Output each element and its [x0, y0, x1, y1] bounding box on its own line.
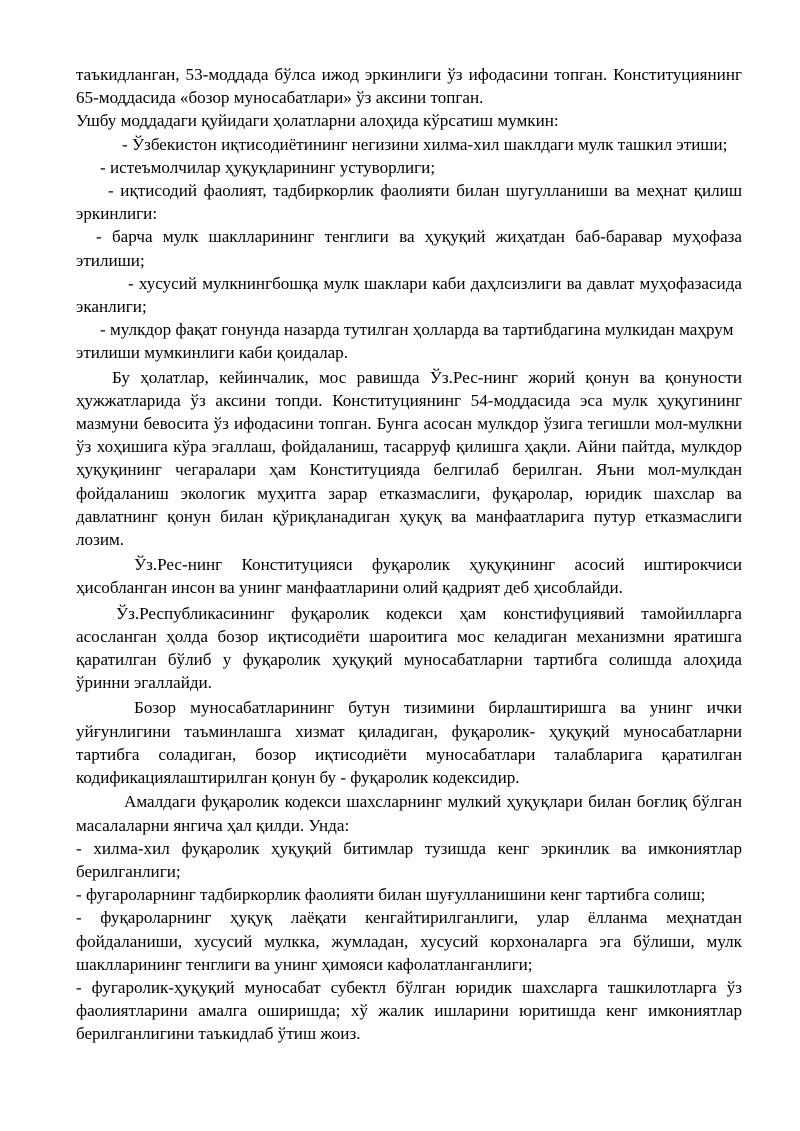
list-item-legal-capacity: - фуқароларнинг ҳуқуқ лаёқати кенгайтирилганлиги, улар ёлланма меҳнатдан фойдаланиши, хусусий мулкка, жумладан, хусусий корхоналарга эга бўлиши, мулк шаклларининг тенглиги ва унинг ҳимояси кафолатланганлиги;: [76, 908, 742, 974]
paragraph-list-heading: Ушбу моддадаги қуйидаги ҳолатларни алоҳида кўрсатиш мумкин:: [76, 111, 559, 131]
list-item-entrepreneurship: - фугароларнинг тадбиркорлик фаолияти билан шуғулланишини кенг тартибга солиш;: [76, 885, 706, 905]
paragraph-current-code: Амалдаги фуқаролик кодекси шахсларнинг мулкий ҳуқуқлари билан боғлиқ бўлган масалаларни янгича ҳал қилди. Унда:: [76, 792, 742, 835]
list-item-equality-of-property: - барча мулк шаклларининг тенглиги ва ҳуқуқий жиҳатдан баб-баравар муҳофаза этилиши;: [76, 227, 742, 270]
paragraph-intro: таъкидланган, 53-моддада бўлса ижод эркинлиги ўз ифодасини топган. Конституциянинг 65-моддасида «бозор муносабатлари» ўз аксини топган.: [76, 65, 742, 108]
list-item-consumer-rights: - истеъмолчилар ҳуқуқларининг устуворлиги;: [100, 157, 436, 177]
list-item-private-property-inviolability: - хусусий мулкнингбошқа мулк шаклари каби даҳлсизлиги ва давлат муҳофазасида эканлиги;: [76, 273, 742, 317]
list-item-legal-entities: - фугаролик-ҳуқуқий муносабат субектл бўлган юридик шахсларга ташкилотларга ўз фаолиятларини амалга оширишда; хў жалик ишларини юритишда кенг имкониятлар берилганлигини таъкидлаб ўтиш жоиз.: [76, 977, 742, 1044]
list-item-property-forms: - Ўзбекистон иқтисодиётининг негизини хилма-хил шаклдаги мулк ташкил этиши;: [122, 134, 728, 154]
paragraph-market-relations: Бозор муносабатларининг бутун тизимини бирлаштиришга ва унинг ички уйғунлигини таъминлашга хизмат қиладиган, фуқаролик- ҳуқуқий муносабатларни тартибга соладиган, бозор иқтисодиёти муносабатлари талабларига қаратилган кодификациялаштирилган қонун бу - фуқаролик кодексидир.: [76, 698, 742, 788]
list-item-economic-freedom: - иқтисодий фаолият, тадбиркорлик фаолияти билан шугулланиши ва меҳнат қилиш эркинлиги:: [76, 181, 742, 224]
list-item-deprivation-rules: - мулкдор фақат гонунда назарда тутилган ҳолларда ва тартибдагина мулкидан маҳрум этилиши мумкинлиги каби қоидалар.: [76, 320, 734, 363]
paragraph-civil-code: Ўз.Республикасининг фуқаролик кодекси ҳам констифуциявий тамойилларга асосланган ҳолда бозор иқтисодиёти шароитига мос келадиган механизмни яратишга қаратилган бўлиб у фуқаролик ҳуқуқий муносабатларни тартибга солишда алоҳида ўринни эгаллайди.: [76, 603, 742, 693]
paragraph-article-54: Бу ҳолатлар, кейинчалик, мос равишда Ўз.Рес-нинг жорий қонун ва қонуности ҳужжатларида ўз аксини топди. Конституциянинг 54-моддасида эса мулк ҳуқугининг мазмуни бевосита ўз ифодасини топган. Бунга асосан мулкдор ўзига тегишли мол-мулкни ўз хоҳишига кўра эгаллаш, фойдаланиш, тасарруф қилишга ҳақли. Айни пайтда, мулкдор ҳуқуқининг чегаралари ҳам Конституцияда белгилаб берилган. Яъни мол-мулкдан фойдаланиш экологик муҳитга зарар етказмаслиги, фуқаролар, юридик шахслар ва давлатнинг қонун билан қўриқланадиган ҳуқуқ ва манфаатларига путур етказмаслиги лозим.: [76, 367, 742, 550]
list-item-transactions: - хилма-хил фуқаролик ҳуқуқий битимлар тузишда кенг эркинлик ва имкониятлар берилганлиги;: [76, 838, 742, 881]
paragraph-constitution-values: Ўз.Рес-нинг Конституцияси фуқаролик ҳуқуқининг асосий иштирокчиси ҳисобланган инсон ва унинг манфаатларини олий қадрият деб ҳисоблайди.: [76, 555, 742, 598]
